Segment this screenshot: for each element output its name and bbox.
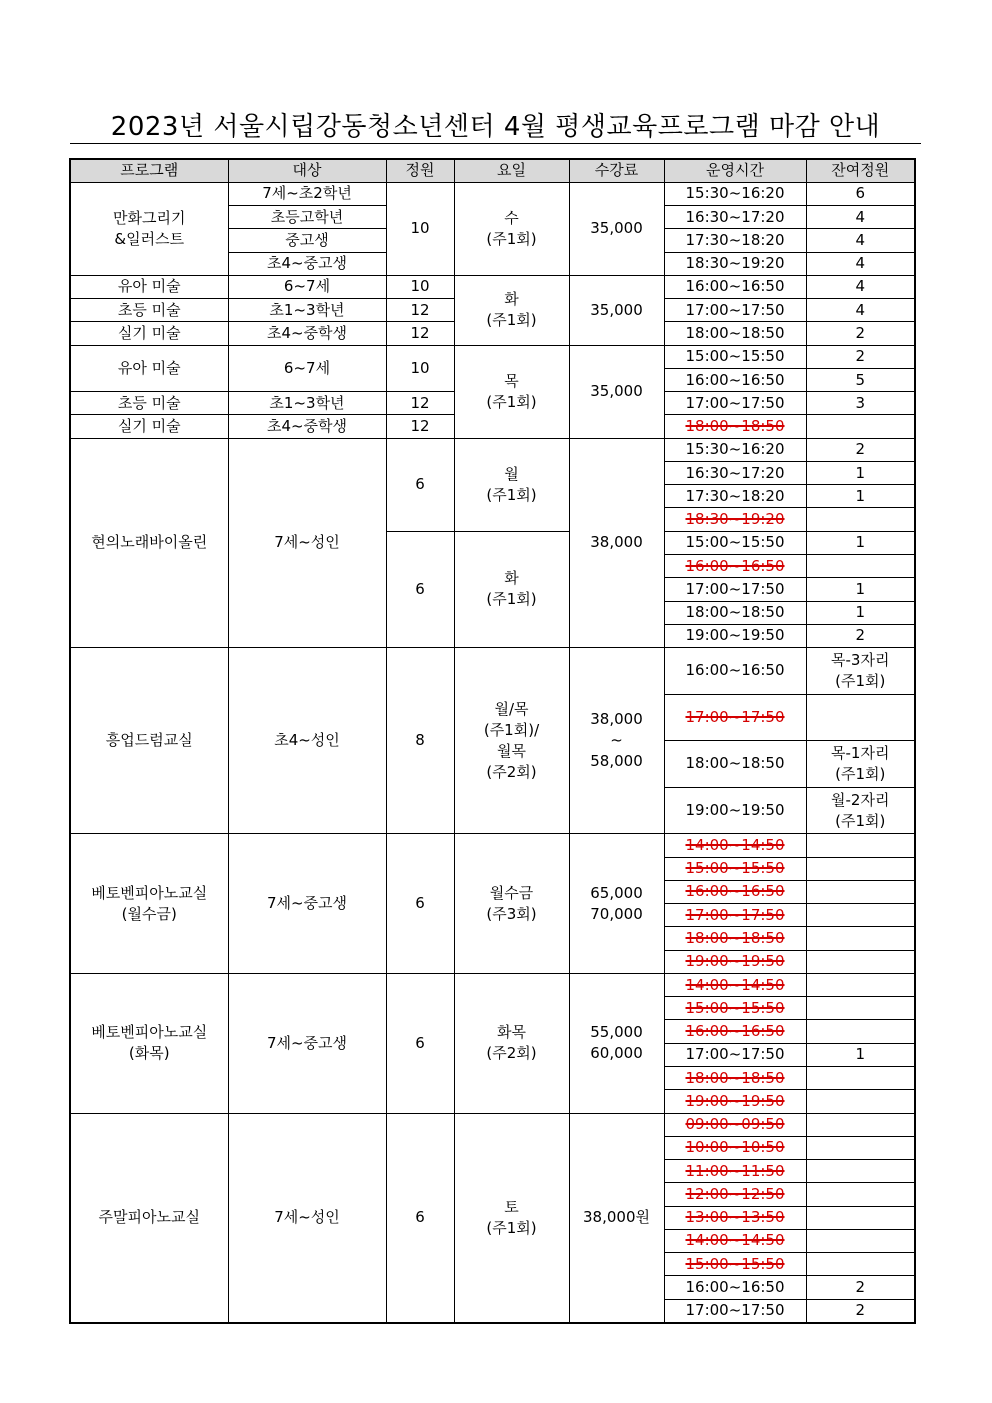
table-row <box>70 1113 915 1136</box>
target-cell: 7세~초2학년 <box>228 182 386 205</box>
remaining-cell: 1 <box>806 578 915 601</box>
page-title: 2023년 서울시립강동청소년센터 4월 평생교육프로그램 마감 안내 <box>110 112 881 142</box>
remaining-cell: 6 <box>806 182 915 205</box>
time-cell: 16:30~17:20 <box>664 206 806 229</box>
remaining-cell: 2 <box>806 322 915 345</box>
capacity-cell: 12 <box>386 392 454 415</box>
time-cell-closed: 16:00~16:50 <box>664 1020 806 1043</box>
remaining-cell <box>806 555 915 578</box>
fee-cell: 35,000 <box>569 182 664 275</box>
time-cell-closed: 14:00~14:50 <box>664 834 806 857</box>
program-name: 초등 미술 <box>70 299 228 322</box>
time-cell: 15:30~16:20 <box>664 182 806 205</box>
time-cell: 15:00~15:50 <box>664 345 806 368</box>
program-name: 실기 미술 <box>70 322 228 345</box>
target-cell: 중고생 <box>228 229 386 252</box>
program-name: 유아 미술 <box>70 345 228 392</box>
remaining-cell: 2 <box>806 624 915 647</box>
table-row <box>70 182 915 205</box>
day-cell: 수 (주1회) <box>454 182 569 275</box>
time-cell-closed: 18:00~18:50 <box>664 1066 806 1089</box>
target-cell: 7세~성인 <box>228 1113 386 1323</box>
remaining-cell: 3 <box>806 392 915 415</box>
remaining-cell: 1 <box>806 601 915 624</box>
program-name: 베토벤피아노교실 (월수금) <box>70 834 228 974</box>
time-cell-closed: 19:00~19:50 <box>664 950 806 973</box>
fee-cell: 38,000 <box>569 438 664 647</box>
remaining-cell <box>806 1206 915 1229</box>
target-cell: 초1~3학년 <box>228 299 386 322</box>
target-cell: 초등고학년 <box>228 206 386 229</box>
time-cell: 18:00~18:50 <box>664 322 806 345</box>
remaining-cell <box>806 973 915 996</box>
target-cell: 초4~중학생 <box>228 322 386 345</box>
capacity-cell: 12 <box>386 322 454 345</box>
target-cell: 초4~성인 <box>228 648 386 834</box>
time-cell: 19:00~19:50 <box>664 787 806 834</box>
time-cell-closed: 10:00~10:50 <box>664 1136 806 1159</box>
header-time: 운영시간 <box>664 159 806 182</box>
target-cell: 7세~중고생 <box>228 973 386 1113</box>
day-cell: 월/목 (주1회)/ 월목 (주2회) <box>454 648 569 834</box>
capacity-cell: 12 <box>386 415 454 438</box>
time-cell-closed: 19:00~19:50 <box>664 1090 806 1113</box>
target-cell: 초4~중학생 <box>228 415 386 438</box>
capacity-cell: 10 <box>386 345 454 392</box>
program-name: 유아 미술 <box>70 275 228 298</box>
time-cell-closed: 09:00~09:50 <box>664 1113 806 1136</box>
remaining-cell: 목-1자리 (주1회) <box>806 741 915 788</box>
time-cell: 18:30~19:20 <box>664 252 806 275</box>
time-cell-closed: 14:00~14:50 <box>664 973 806 996</box>
time-cell: 16:00~16:50 <box>664 1276 806 1299</box>
remaining-cell <box>806 1253 915 1276</box>
target-cell: 7세~중고생 <box>228 834 386 974</box>
remaining-cell <box>806 997 915 1020</box>
remaining-cell <box>806 927 915 950</box>
day-cell: 목 (주1회) <box>454 345 569 438</box>
capacity-cell: 6 <box>386 531 454 647</box>
time-cell-closed: 13:00~13:50 <box>664 1206 806 1229</box>
program-name: 주말피아노교실 <box>70 1113 228 1323</box>
remaining-cell: 2 <box>806 438 915 461</box>
remaining-cell: 1 <box>806 1043 915 1066</box>
day-cell: 월수금 (주3회) <box>454 834 569 974</box>
table-row <box>70 345 915 368</box>
time-cell: 16:00~16:50 <box>664 275 806 298</box>
fee-cell: 35,000 <box>569 345 664 438</box>
remaining-cell: 4 <box>806 275 915 298</box>
capacity-cell: 10 <box>386 182 454 275</box>
table-header-row <box>70 159 915 182</box>
time-cell: 17:00~17:50 <box>664 392 806 415</box>
table-row <box>70 438 915 461</box>
header-target: 대상 <box>228 159 386 182</box>
remaining-cell <box>806 880 915 903</box>
remaining-cell <box>806 1160 915 1183</box>
target-cell: 6~7세 <box>228 345 386 392</box>
time-cell: 17:00~17:50 <box>664 299 806 322</box>
capacity-cell: 6 <box>386 973 454 1113</box>
time-cell: 16:00~16:50 <box>664 648 806 695</box>
program-name: 현의노래바이올린 <box>70 438 228 647</box>
remaining-cell: 2 <box>806 345 915 368</box>
table-row <box>70 648 915 695</box>
remaining-cell <box>806 415 915 438</box>
time-cell-closed: 15:00~15:50 <box>664 1253 806 1276</box>
remaining-cell <box>806 1136 915 1159</box>
table-row <box>70 973 915 996</box>
fee-cell: 38,000원 <box>569 1113 664 1323</box>
time-cell: 17:30~18:20 <box>664 229 806 252</box>
time-cell: 15:00~15:50 <box>664 531 806 554</box>
remaining-cell: 목-3자리 (주1회) <box>806 648 915 695</box>
remaining-cell: 4 <box>806 206 915 229</box>
remaining-cell <box>806 1183 915 1206</box>
remaining-cell <box>806 694 915 741</box>
fee-cell: 55,000 60,000 <box>569 973 664 1113</box>
header-fee: 수강료 <box>569 159 664 182</box>
remaining-cell: 2 <box>806 1276 915 1299</box>
time-cell: 16:30~17:20 <box>664 461 806 484</box>
capacity-cell: 6 <box>386 1113 454 1323</box>
title-underline <box>70 143 921 144</box>
fee-cell: 38,000 ~ 58,000 <box>569 648 664 834</box>
time-cell-closed: 15:00~15:50 <box>664 997 806 1020</box>
capacity-cell: 6 <box>386 438 454 531</box>
remaining-cell: 4 <box>806 299 915 322</box>
time-cell-closed: 17:00~17:50 <box>664 904 806 927</box>
fee-cell: 65,000 70,000 <box>569 834 664 974</box>
time-cell-closed: 11:00~11:50 <box>664 1160 806 1183</box>
day-cell: 화 (주1회) <box>454 275 569 345</box>
time-cell-closed: 18:00~18:50 <box>664 415 806 438</box>
table-row <box>70 834 915 857</box>
remaining-cell <box>806 1090 915 1113</box>
program-name: 베토벤피아노교실 (화목) <box>70 973 228 1113</box>
time-cell-closed: 14:00~14:50 <box>664 1229 806 1252</box>
remaining-cell <box>806 904 915 927</box>
time-cell: 17:00~17:50 <box>664 578 806 601</box>
remaining-cell <box>806 834 915 857</box>
program-name: 만화그리기 &일러스트 <box>70 182 228 275</box>
remaining-cell <box>806 508 915 531</box>
remaining-cell: 2 <box>806 1299 915 1323</box>
capacity-cell: 10 <box>386 275 454 298</box>
time-cell-closed: 18:00~18:50 <box>664 927 806 950</box>
day-cell: 토 (주1회) <box>454 1113 569 1323</box>
time-cell: 19:00~19:50 <box>664 624 806 647</box>
time-cell: 16:00~16:50 <box>664 368 806 391</box>
remaining-cell <box>806 950 915 973</box>
remaining-cell <box>806 1113 915 1136</box>
table-row <box>70 275 915 298</box>
remaining-cell: 1 <box>806 531 915 554</box>
capacity-cell: 8 <box>386 648 454 834</box>
time-cell: 17:30~18:20 <box>664 485 806 508</box>
target-cell: 초1~3학년 <box>228 392 386 415</box>
time-cell-closed: 18:30~19:20 <box>664 508 806 531</box>
time-cell-closed: 17:00~17:50 <box>664 694 806 741</box>
time-cell-closed: 16:00~16:50 <box>664 555 806 578</box>
target-cell: 7세~성인 <box>228 438 386 647</box>
time-cell: 15:30~16:20 <box>664 438 806 461</box>
program-name: 초등 미술 <box>70 392 228 415</box>
remaining-cell <box>806 1229 915 1252</box>
time-cell: 17:00~17:50 <box>664 1043 806 1066</box>
capacity-cell: 12 <box>386 299 454 322</box>
day-cell: 화목 (주2회) <box>454 973 569 1113</box>
remaining-cell <box>806 857 915 880</box>
time-cell: 18:00~18:50 <box>664 741 806 788</box>
remaining-cell: 4 <box>806 229 915 252</box>
time-cell-closed: 15:00~15:50 <box>664 857 806 880</box>
remaining-cell: 5 <box>806 368 915 391</box>
program-name: 흥업드럼교실 <box>70 648 228 834</box>
time-cell: 17:00~17:50 <box>664 1299 806 1323</box>
remaining-cell <box>806 1066 915 1089</box>
time-cell-closed: 16:00~16:50 <box>664 880 806 903</box>
day-cell: 화 (주1회) <box>454 531 569 647</box>
time-cell-closed: 12:00~12:50 <box>664 1183 806 1206</box>
header-remaining: 잔여정원 <box>806 159 915 182</box>
header-day: 요일 <box>454 159 569 182</box>
target-cell: 초4~중고생 <box>228 252 386 275</box>
capacity-cell: 6 <box>386 834 454 974</box>
remaining-cell: 월-2자리 (주1회) <box>806 787 915 834</box>
header-capacity: 정원 <box>386 159 454 182</box>
time-cell: 18:00~18:50 <box>664 601 806 624</box>
remaining-cell: 1 <box>806 485 915 508</box>
remaining-cell: 4 <box>806 252 915 275</box>
program-name: 실기 미술 <box>70 415 228 438</box>
day-cell: 월 (주1회) <box>454 438 569 531</box>
remaining-cell <box>806 1020 915 1043</box>
remaining-cell: 1 <box>806 461 915 484</box>
header-program: 프로그램 <box>70 159 228 182</box>
schedule-table <box>69 158 916 1324</box>
target-cell: 6~7세 <box>228 275 386 298</box>
fee-cell: 35,000 <box>569 275 664 345</box>
